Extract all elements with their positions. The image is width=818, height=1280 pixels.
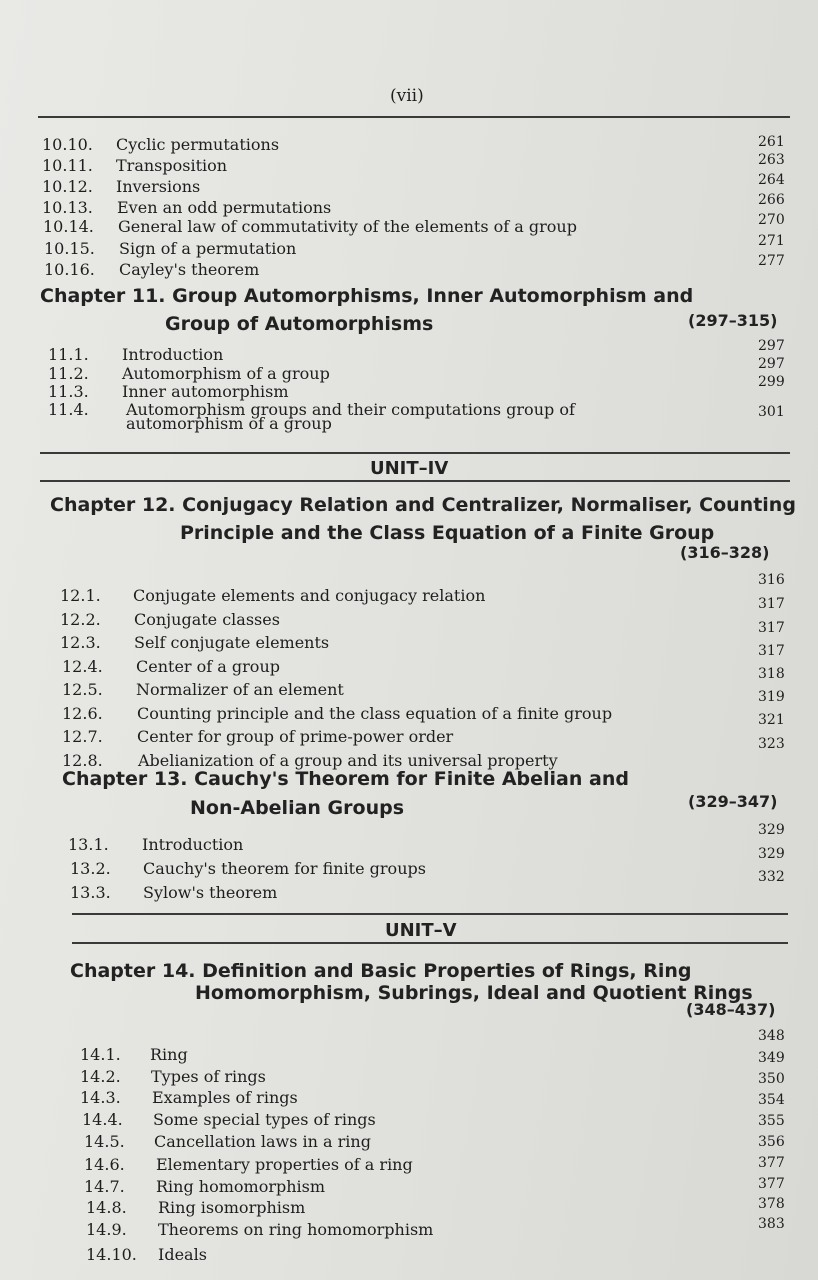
entry-number: 12.2. (60, 610, 101, 629)
entry-page: 317 (758, 643, 785, 659)
unit-5-heading: UNIT–V (385, 920, 457, 941)
entry-number: 14.6. (84, 1155, 125, 1174)
entry-number: 11.2. (48, 364, 89, 383)
entry-title: Elementary properties of a ring (156, 1155, 413, 1174)
entry-page: 301 (758, 404, 785, 420)
entry-page: 297 (758, 338, 785, 354)
entry-title: Introduction (122, 345, 224, 364)
entry-number: 14.3. (80, 1088, 121, 1107)
entry-number: 13.2. (70, 859, 111, 878)
entry-title: Cayley's theorem (119, 260, 260, 279)
entry-page: 299 (758, 374, 785, 390)
entry-number: 13.1. (68, 835, 109, 854)
entry-page: 383 (758, 1216, 785, 1232)
entry-title: Self conjugate elements (134, 633, 330, 652)
entry-number: 14.8. (86, 1198, 127, 1217)
entry-page: 263 (758, 152, 785, 168)
entry-title: Examples of rings (152, 1088, 298, 1107)
entry-page: 317 (758, 596, 785, 612)
chapter-13-heading: Chapter 13. Cauchy's Theorem for Finite Abelian and (62, 768, 629, 790)
chapter-13-page-range: (329–347) (688, 792, 778, 811)
entry-number: 14.2. (80, 1067, 121, 1086)
entry-page: 318 (758, 666, 785, 682)
entry-page: 377 (758, 1176, 785, 1192)
entry-number: 10.14. (43, 217, 94, 236)
entry-page: 355 (758, 1113, 785, 1129)
entry-title: Ring (150, 1045, 188, 1064)
entry-title: Abelianization of a group and its universal property (138, 751, 558, 770)
entry-page: 348 (758, 1028, 785, 1044)
entry-number: 10.13. (42, 198, 93, 217)
entry-title: Counting principle and the class equation of a finite group (137, 704, 613, 723)
entry-number: 11.3. (48, 382, 89, 401)
entry-title: Even an odd permutations (117, 198, 332, 217)
entry-number: 12.4. (62, 657, 103, 676)
entry-title: Cyclic permutations (116, 135, 280, 154)
entry-number: 10.10. (42, 135, 93, 154)
entry-title: Automorphism groups and their computations group of (126, 400, 575, 419)
entry-page: 354 (758, 1092, 785, 1108)
entry-title-continued: automorphism of a group (126, 414, 332, 433)
entry-title: Automorphism of a group (122, 364, 330, 383)
top-rule (38, 116, 790, 118)
entry-number: 12.7. (62, 727, 103, 746)
chapter-12-heading-line2: Principle and the Class Equation of a Finite Group (180, 522, 715, 544)
entry-title: Sign of a permutation (119, 239, 297, 258)
entry-page: 264 (758, 172, 785, 188)
unit-4-heading: UNIT–IV (370, 458, 449, 479)
entry-number: 10.12. (42, 177, 93, 196)
entry-page: 350 (758, 1071, 785, 1087)
entry-number: 14.4. (82, 1110, 123, 1129)
entry-number: 13.3. (70, 883, 111, 902)
entry-page: 271 (758, 233, 785, 249)
entry-number: 11.4. (48, 400, 89, 419)
chapter-13-heading-line2: Non-Abelian Groups (190, 797, 405, 819)
entry-page: 277 (758, 253, 785, 269)
entry-number: 12.8. (62, 751, 103, 770)
entry-title: Types of rings (151, 1067, 266, 1086)
chapter-12-page-range: (316–328) (680, 543, 770, 562)
entry-number: 10.15. (44, 239, 95, 258)
entry-title: Inversions (116, 177, 201, 196)
entry-title: Ideals (158, 1245, 207, 1264)
entry-page: 261 (758, 134, 785, 150)
entry-title: Sylow's theorem (143, 883, 278, 902)
entry-page: 270 (758, 212, 785, 228)
entry-title: Cancellation laws in a ring (154, 1132, 371, 1151)
unit-5-bottom-rule (72, 942, 788, 944)
entry-page: 377 (758, 1155, 785, 1171)
entry-title: Center of a group (136, 657, 280, 676)
entry-title: Normalizer of an element (136, 680, 344, 699)
chapter-12-heading: Chapter 12. Conjugacy Relation and Centralizer, Normaliser, Counting (50, 494, 796, 516)
entry-number: 14.5. (84, 1132, 125, 1151)
unit-4-bottom-rule (40, 480, 790, 482)
entry-number: 10.16. (44, 260, 95, 279)
entry-title: Cauchy's theorem for finite groups (143, 859, 426, 878)
entry-title: Some special types of rings (153, 1110, 376, 1129)
chapter-14-heading-line2: Homomorphism, Subrings, Ideal and Quotient Rings (195, 982, 753, 1004)
entry-page: 329 (758, 822, 785, 838)
entry-title: Conjugate classes (134, 610, 280, 629)
entry-number: 14.7. (84, 1177, 125, 1196)
entry-title: Conjugate elements and conjugacy relation (133, 586, 486, 605)
entry-page: 317 (758, 620, 785, 636)
entry-page: 266 (758, 192, 785, 208)
entry-title: Introduction (142, 835, 244, 854)
entry-page: 329 (758, 846, 785, 862)
entry-number: 11.1. (48, 345, 89, 364)
entry-number: 10.11. (42, 156, 93, 175)
chapter-11-heading: Chapter 11. Group Automorphisms, Inner Automorphism and (40, 285, 694, 307)
entry-number: 12.1. (60, 586, 101, 605)
entry-page: 356 (758, 1134, 785, 1150)
entry-number: 12.6. (62, 704, 103, 723)
entry-page: 378 (758, 1196, 785, 1212)
entry-page: 321 (758, 712, 785, 728)
unit-4-top-rule (40, 452, 790, 454)
entry-number: 12.5. (62, 680, 103, 699)
entry-number: 14.10. (86, 1245, 137, 1264)
page-number: (vii) (390, 86, 424, 106)
entry-number: 14.9. (86, 1220, 127, 1239)
entry-title: Ring homomorphism (156, 1177, 326, 1196)
entry-number: 12.3. (60, 633, 101, 652)
entry-title: Transposition (116, 156, 228, 175)
chapter-14-heading: Chapter 14. Definition and Basic Properties of Rings, Ring (70, 960, 692, 982)
entry-page: 332 (758, 869, 785, 885)
entry-title: Center for group of prime-power order (137, 727, 454, 746)
chapter-14-page-range: (348–437) (686, 1000, 776, 1019)
entry-title: Theorems on ring homomorphism (158, 1220, 434, 1239)
entry-title: Inner automorphism (122, 382, 289, 401)
unit-5-top-rule (72, 913, 788, 915)
entry-page: 316 (758, 572, 785, 588)
entry-title: General law of commutativity of the elements of a group (118, 217, 577, 236)
entry-title: Ring isomorphism (158, 1198, 306, 1217)
entry-page: 297 (758, 356, 785, 372)
chapter-11-heading-line2: Group of Automorphisms (165, 313, 434, 335)
entry-page: 319 (758, 689, 785, 705)
chapter-11-page-range: (297–315) (688, 311, 778, 330)
entry-page: 323 (758, 736, 785, 752)
entry-number: 14.1. (80, 1045, 121, 1064)
entry-page: 349 (758, 1050, 785, 1066)
